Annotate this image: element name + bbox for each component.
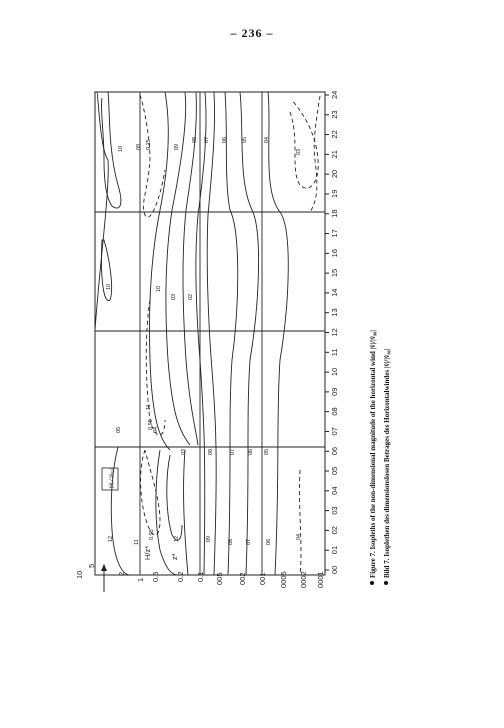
time-tick: 23 <box>330 110 339 119</box>
arrow-icon <box>101 564 107 592</box>
time-tick: 16 <box>330 248 339 258</box>
contour-label: 05 <box>242 136 248 143</box>
z-tick: 0.5 <box>151 571 160 582</box>
time-tick: 21 <box>330 150 339 159</box>
time-tick: 22 <box>330 130 339 139</box>
contour-label: 05 <box>264 448 270 455</box>
contour-label: 0.95 <box>149 529 155 540</box>
time-tick: 09 <box>330 387 339 396</box>
contour-025-lower <box>300 470 301 575</box>
contour-07 <box>207 92 216 575</box>
contour-08 <box>196 92 206 575</box>
contour-lower-09 <box>184 450 188 575</box>
bullet-icon <box>370 581 374 585</box>
contour-095-dash-mid <box>146 300 165 435</box>
time-tick: 18 <box>330 209 339 218</box>
contour-label: 09 <box>136 143 142 150</box>
time-tick: 10 <box>330 367 339 377</box>
contour-label: 07 <box>246 538 252 545</box>
contour-lower-12-inner <box>167 455 182 540</box>
z-tick: 005 <box>215 572 224 585</box>
time-tick: 17 <box>330 229 339 238</box>
contour-label: 10 <box>106 283 112 290</box>
time-tick: 15 <box>330 268 339 278</box>
contour-label: 04 <box>153 426 159 433</box>
time-tick: 07 <box>330 427 339 436</box>
contour-06 <box>225 92 238 575</box>
contour-label: 10 <box>118 145 124 152</box>
time-tick: 11 <box>330 348 339 357</box>
z-tick: 5 <box>87 563 96 568</box>
contour-label: 09 <box>174 143 180 150</box>
contour-label: 06 <box>248 448 254 455</box>
contour-label: 12 <box>108 535 114 542</box>
contour-label: 08 <box>228 538 234 545</box>
time-tick: 06 <box>330 446 339 456</box>
z-tick: 2 <box>117 571 126 576</box>
contour-10-mid <box>101 240 111 301</box>
time-axis <box>325 91 339 574</box>
contour-label: 06 <box>222 136 228 143</box>
contour-label: 03 <box>181 448 187 455</box>
z-tick: 001 <box>258 572 267 585</box>
caption-en: Figure 7. Isopleths of the non-dimensional magnitude of the horizontal wind |v̂|/|v̂₉₀| <box>369 330 377 578</box>
z-tick: 002 <box>238 572 247 585</box>
z-tick: 10 <box>75 570 84 579</box>
z-tick: 1 <box>136 577 145 582</box>
contour-lower-lobe-12 <box>111 447 130 575</box>
isopleths <box>95 92 320 575</box>
contour-label: 06 <box>266 538 272 545</box>
contour-03-dash <box>290 100 318 188</box>
contour-label: 08 <box>208 448 214 455</box>
time-tick: 24 <box>330 90 339 99</box>
time-tick: 03 <box>330 506 339 515</box>
contour-label: 03 <box>171 293 177 300</box>
time-tick: 02 <box>330 526 339 535</box>
legend-label: |v̂| / |v̂₉₀| <box>109 467 115 488</box>
z-tick: 0.2 <box>176 571 185 582</box>
time-tick: 14 <box>330 288 339 297</box>
time-tick: 13 <box>330 308 339 317</box>
contour-label: 0.95 <box>148 419 154 430</box>
z-axis-label: z* <box>170 553 179 560</box>
contour-095-dash-lower <box>141 450 160 535</box>
caption-de-group <box>383 348 391 585</box>
contour-label: 11 <box>134 539 140 545</box>
contour-label: 11 <box>146 404 152 410</box>
caption-en-group <box>369 330 377 585</box>
contour-label: 02 <box>188 293 194 300</box>
time-tick: 01 <box>330 545 339 555</box>
plot-frame <box>95 92 325 575</box>
contour-04 <box>268 92 288 575</box>
contour-label: 09 <box>206 535 212 542</box>
contour-label: 03 <box>296 148 302 155</box>
contour-02-dash <box>310 96 320 212</box>
time-tick: 00 <box>330 565 339 574</box>
contour-label: 04 <box>296 533 302 540</box>
legend-box <box>102 468 118 490</box>
z-tick: 0002 <box>299 571 308 588</box>
z-axis-sublabel: H/z* <box>143 545 152 560</box>
contour-label: 12 <box>174 535 180 542</box>
z-tick: 0005 <box>279 571 288 588</box>
z-tick: 0001 <box>316 571 325 588</box>
contour-label: 08 <box>192 136 198 143</box>
time-tick: 08 <box>330 407 339 416</box>
contour-11-dash-upper <box>140 95 165 217</box>
contour-11-upper <box>149 92 170 450</box>
page-number: – 236 – <box>230 26 274 40</box>
bullet-icon <box>384 581 388 585</box>
z-tick: 0.1 <box>196 571 205 582</box>
contour-label: 07 <box>230 448 236 455</box>
time-tick: 19 <box>330 189 339 198</box>
time-tick: 04 <box>330 486 339 495</box>
contour-label: 0.25 <box>146 139 152 150</box>
contour-05 <box>240 92 259 575</box>
time-tick: 12 <box>330 328 339 337</box>
contour-label: 04 <box>264 136 270 143</box>
time-tick: 05 <box>330 466 339 476</box>
caption-de: Bild 7. Isoplethen des dimensionslosen Betrages des Horizontalwindes |v̂|/|v̂₉₀| <box>383 348 391 578</box>
contour-label: 10 <box>156 285 162 292</box>
contour-lower-12 <box>95 92 108 330</box>
time-tick: 20 <box>330 169 339 179</box>
contour-labels <box>106 137 302 545</box>
contour-label: 07 <box>204 136 210 143</box>
contour-label: 05 <box>116 426 122 433</box>
